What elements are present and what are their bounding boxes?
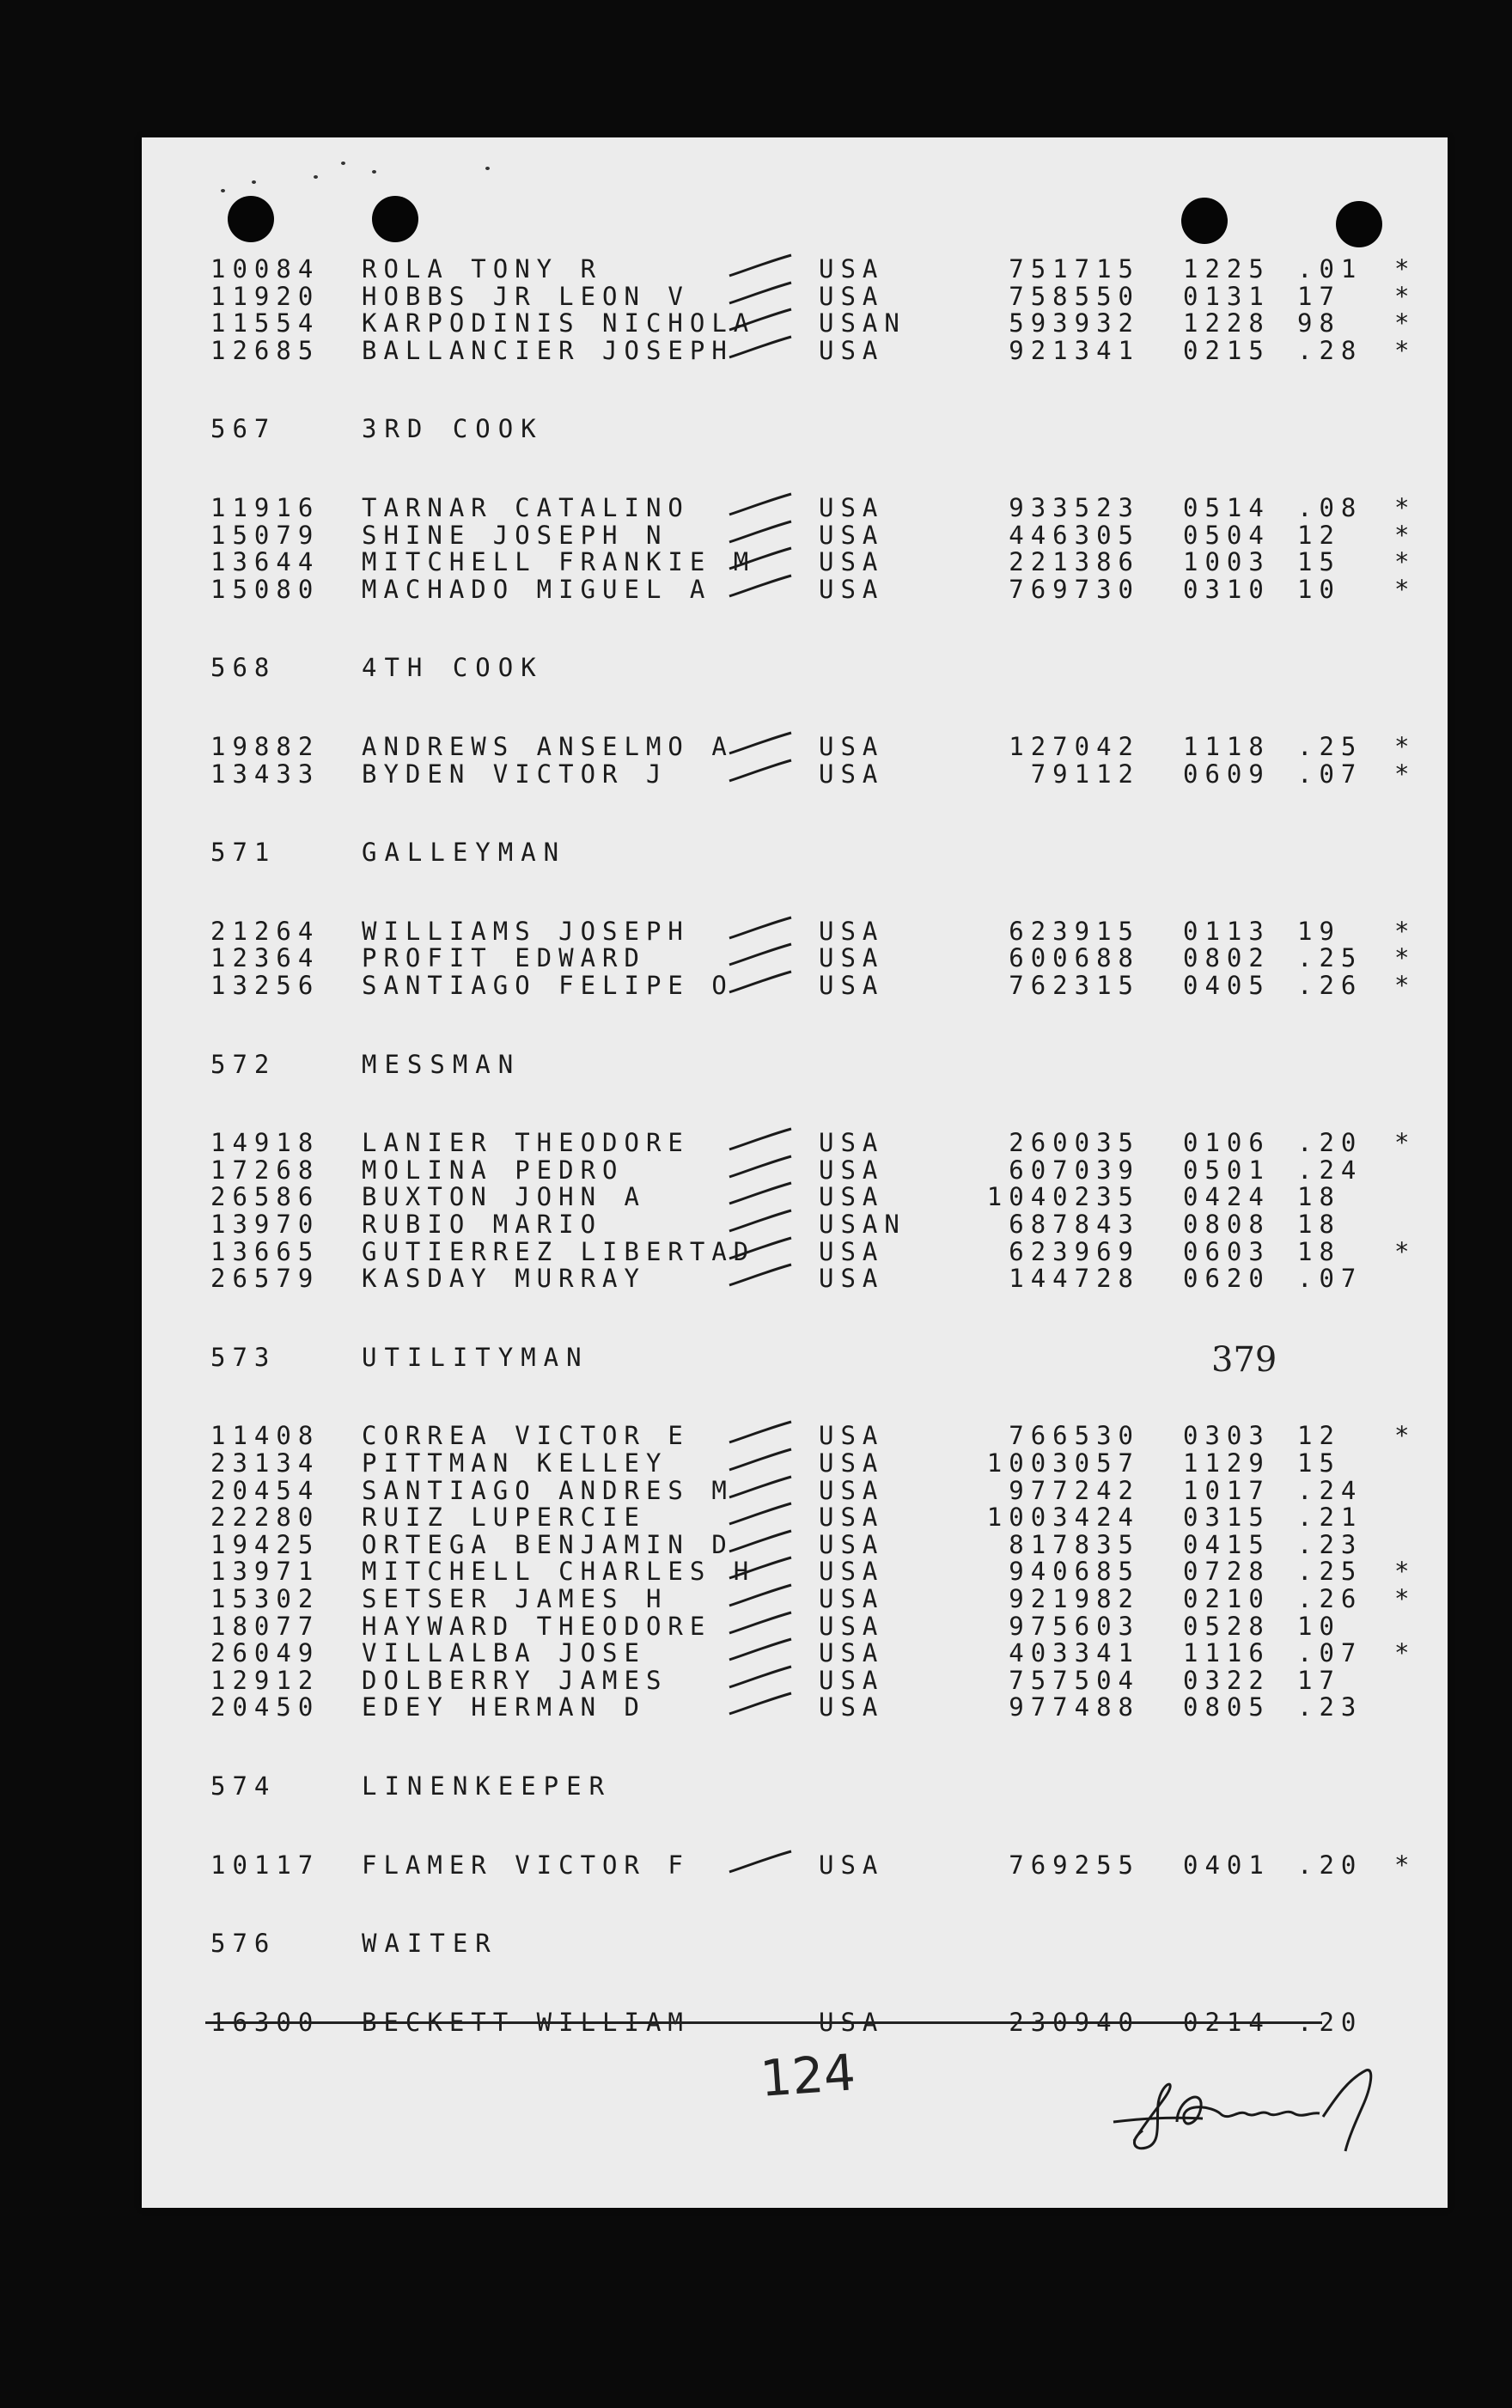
rate-value: .07 — [1297, 1638, 1363, 1668]
crew-id: 19882 — [210, 732, 320, 761]
date-code: 0113 — [1183, 916, 1271, 946]
check-mark-icon — [724, 304, 802, 335]
serial-number: 977488 — [1009, 1692, 1140, 1722]
citizenship: USA — [819, 1264, 885, 1294]
scan-speck — [485, 167, 490, 170]
check-mark-icon — [724, 1151, 802, 1182]
check-mark-icon — [724, 1661, 802, 1692]
citizenship: USA — [819, 1503, 885, 1533]
flag-mark: * — [1394, 1557, 1417, 1587]
flag-mark: * — [1394, 335, 1417, 365]
crew-name: MITCHELL FRANKIE M — [362, 547, 756, 577]
punch-hole — [372, 196, 418, 242]
serial-number: 79112 — [1030, 759, 1140, 789]
serial-number: 623915 — [1009, 916, 1140, 946]
citizenship: USAN — [819, 1210, 906, 1239]
citizenship: USA — [819, 1421, 885, 1451]
rate-value: .20 — [1297, 1128, 1363, 1158]
serial-number: 221386 — [1009, 547, 1140, 577]
crew-id: 10084 — [210, 254, 320, 283]
serial-number: 687843 — [1009, 1210, 1140, 1239]
check-mark-icon — [724, 1846, 802, 1877]
crew-id: 12685 — [210, 335, 320, 365]
crew-id: 15080 — [210, 574, 320, 604]
rate-value: .08 — [1297, 493, 1363, 522]
handwritten-number: 124 — [758, 2043, 857, 2108]
rate-value: .25 — [1297, 943, 1363, 973]
flag-mark: * — [1394, 520, 1417, 550]
date-code: 0214 — [1183, 2007, 1271, 2037]
crew-id: 13971 — [210, 1557, 320, 1587]
crew-name: PROFIT EDWARD — [362, 943, 646, 973]
section-code: 571 — [210, 838, 277, 868]
flag-mark: * — [1394, 574, 1417, 604]
scan-speck — [221, 189, 225, 192]
citizenship: USA — [819, 1557, 885, 1587]
date-code: 1225 — [1183, 254, 1271, 283]
serial-number: 766530 — [1009, 1421, 1140, 1451]
check-mark-icon — [724, 1259, 802, 1290]
rate-value: 18 — [1297, 1182, 1341, 1212]
citizenship: USA — [819, 574, 885, 604]
flag-mark: * — [1394, 732, 1417, 761]
crew-name: TARNAR CATALINO — [362, 493, 690, 522]
date-code: 0603 — [1183, 1236, 1271, 1266]
section-title: LINENKEEPER — [362, 1771, 613, 1801]
serial-number: 230940 — [1009, 2007, 1140, 2037]
serial-number: 769255 — [1009, 1850, 1140, 1880]
crew-id: 11920 — [210, 281, 320, 311]
crew-name: MACHADO MIGUEL A — [362, 574, 712, 604]
crew-id: 16300 — [210, 2007, 320, 2037]
serial-number: 593932 — [1009, 308, 1140, 338]
rate-value: .20 — [1297, 2007, 1363, 2037]
citizenship: USA — [819, 1475, 885, 1505]
serial-number: 1003057 — [986, 1448, 1140, 1478]
flag-mark: * — [1394, 308, 1417, 338]
date-code: 0504 — [1183, 520, 1271, 550]
citizenship: USA — [819, 1850, 885, 1880]
crew-name: BYDEN VICTOR J — [362, 759, 668, 789]
flag-mark: * — [1394, 1850, 1417, 1880]
crew-name: DOLBERRY JAMES — [362, 1665, 668, 1695]
crew-id: 15079 — [210, 520, 320, 550]
scan-speck — [252, 180, 256, 184]
date-code: 0620 — [1183, 1264, 1271, 1294]
date-code: 0303 — [1183, 1421, 1271, 1451]
crew-id: 13665 — [210, 1236, 320, 1266]
rate-value: 10 — [1297, 574, 1341, 604]
check-mark-icon — [724, 277, 802, 308]
check-mark-icon — [724, 1580, 802, 1611]
date-code: 0322 — [1183, 1665, 1271, 1695]
date-code: 0514 — [1183, 493, 1271, 522]
date-code: 0808 — [1183, 1210, 1271, 1239]
serial-number: 127042 — [1009, 732, 1140, 761]
section-code: 574 — [210, 1771, 277, 1801]
crew-name: ROLA TONY R — [362, 254, 603, 283]
check-mark-icon — [724, 912, 802, 943]
citizenship: USA — [819, 759, 885, 789]
crew-id: 19425 — [210, 1529, 320, 1559]
date-code: 1129 — [1183, 1448, 1271, 1478]
rate-value: .20 — [1297, 1850, 1363, 1880]
scan-speck — [372, 170, 376, 174]
flag-mark: * — [1394, 1128, 1417, 1158]
date-code: 1228 — [1183, 308, 1271, 338]
date-code: 1116 — [1183, 1638, 1271, 1668]
citizenship: USA — [819, 971, 885, 1000]
date-code: 0210 — [1183, 1584, 1271, 1613]
crew-name: BALLANCIER JOSEPH — [362, 335, 734, 365]
check-mark-icon — [724, 1472, 802, 1503]
rate-value: .07 — [1297, 759, 1363, 789]
serial-number: 921341 — [1009, 335, 1140, 365]
section-code: 576 — [210, 1929, 277, 1959]
serial-number: 1040235 — [986, 1182, 1140, 1212]
date-code: 0315 — [1183, 1503, 1271, 1533]
crew-name: HOBBS JR LEON V — [362, 281, 690, 311]
serial-number: 933523 — [1009, 493, 1140, 522]
serial-number: 1003424 — [986, 1503, 1140, 1533]
rate-value: .26 — [1297, 1584, 1363, 1613]
crew-id: 23134 — [210, 1448, 320, 1478]
citizenship: USA — [819, 1611, 885, 1641]
rate-value: 18 — [1297, 1210, 1341, 1239]
crew-name: RUBIO MARIO — [362, 1210, 603, 1239]
crew-name: MOLINA PEDRO — [362, 1155, 625, 1185]
flag-mark: * — [1394, 943, 1417, 973]
check-mark-icon — [724, 1205, 802, 1236]
citizenship: USA — [819, 493, 885, 522]
date-code: 0405 — [1183, 971, 1271, 1000]
citizenship: USA — [819, 281, 885, 311]
date-code: 0802 — [1183, 943, 1271, 973]
rate-value: .24 — [1297, 1475, 1363, 1505]
section-title: GALLEYMAN — [362, 838, 567, 868]
signature-image — [1108, 2062, 1392, 2156]
check-mark-icon — [724, 1552, 802, 1583]
rate-value: 17 — [1297, 281, 1341, 311]
check-mark-icon — [724, 570, 802, 601]
check-mark-icon — [724, 728, 802, 759]
crew-id: 20450 — [210, 1692, 320, 1722]
crew-name: ANDREWS ANSELMO A — [362, 732, 734, 761]
crew-id: 15302 — [210, 1584, 320, 1613]
date-code: 0415 — [1183, 1529, 1271, 1559]
date-code: 1003 — [1183, 547, 1271, 577]
rate-value: 15 — [1297, 547, 1341, 577]
serial-number: 446305 — [1009, 520, 1140, 550]
date-code: 0501 — [1183, 1155, 1271, 1185]
citizenship: USA — [819, 2007, 885, 2037]
flag-mark: * — [1394, 916, 1417, 946]
crew-name: LANIER THEODORE — [362, 1128, 690, 1158]
flag-mark: * — [1394, 1421, 1417, 1451]
date-code: 0215 — [1183, 335, 1271, 365]
crew-name: KASDAY MURRAY — [362, 1264, 646, 1294]
rate-value: 15 — [1297, 1448, 1341, 1478]
citizenship: USA — [819, 1584, 885, 1613]
citizenship: USA — [819, 547, 885, 577]
punch-hole — [1181, 198, 1228, 244]
citizenship: USA — [819, 1448, 885, 1478]
citizenship: USA — [819, 943, 885, 973]
check-mark-icon — [724, 1444, 802, 1475]
date-code: 1118 — [1183, 732, 1271, 761]
crew-name: SHINE JOSEPH N — [362, 520, 668, 550]
crew-id: 13433 — [210, 759, 320, 789]
serial-number: 975603 — [1009, 1611, 1140, 1641]
rate-value: .25 — [1297, 1557, 1363, 1587]
section-code: 573 — [210, 1342, 277, 1372]
crew-id: 18077 — [210, 1611, 320, 1641]
date-code: 0310 — [1183, 574, 1271, 604]
crew-id: 26586 — [210, 1182, 320, 1212]
flag-mark: * — [1394, 281, 1417, 311]
section-title: WAITER — [362, 1929, 498, 1959]
rate-value: .24 — [1297, 1155, 1363, 1185]
citizenship: USA — [819, 1638, 885, 1668]
check-mark-icon — [724, 1233, 802, 1264]
crew-id: 26579 — [210, 1264, 320, 1294]
serial-number: 940685 — [1009, 1557, 1140, 1587]
crew-id: 12364 — [210, 943, 320, 973]
crew-name: VILLALBA JOSE — [362, 1638, 646, 1668]
rate-value: .23 — [1297, 1692, 1363, 1722]
check-mark-icon — [724, 1607, 802, 1638]
citizenship: USA — [819, 335, 885, 365]
section-title: 3RD COOK — [362, 414, 544, 444]
citizenship: USA — [819, 520, 885, 550]
check-mark-icon — [724, 332, 802, 363]
crew-id: 26049 — [210, 1638, 320, 1668]
check-mark-icon — [724, 489, 802, 520]
page-number: 379 — [1211, 1340, 1277, 1380]
crew-name: BECKETT WILLIAM — [362, 2007, 690, 2037]
document-page — [142, 137, 1448, 2208]
crew-id: 10117 — [210, 1850, 320, 1880]
rate-value: 10 — [1297, 1611, 1341, 1641]
rate-value: .07 — [1297, 1264, 1363, 1294]
crew-name: GUTIERREZ LIBERTAD — [362, 1236, 756, 1266]
date-code: 0131 — [1183, 281, 1271, 311]
serial-number: 751715 — [1009, 254, 1140, 283]
serial-number: 600688 — [1009, 943, 1140, 973]
check-mark-icon — [724, 1526, 802, 1557]
scan-speck — [341, 162, 345, 165]
crew-name: WILLIAMS JOSEPH — [362, 916, 690, 946]
flag-mark: * — [1394, 1236, 1417, 1266]
rate-value: 17 — [1297, 1665, 1341, 1695]
crew-id: 13256 — [210, 971, 320, 1000]
citizenship: USA — [819, 1529, 885, 1559]
date-code: 0609 — [1183, 759, 1271, 789]
crew-name: FLAMER VICTOR F — [362, 1850, 690, 1880]
crew-name: SANTIAGO FELIPE O — [362, 971, 734, 1000]
crew-name: SETSER JAMES H — [362, 1584, 668, 1613]
flag-mark: * — [1394, 254, 1417, 283]
crew-name: EDEY HERMAN D — [362, 1692, 646, 1722]
citizenship: USA — [819, 1182, 885, 1212]
crew-id: 20454 — [210, 1475, 320, 1505]
section-code: 572 — [210, 1049, 277, 1079]
date-code: 0401 — [1183, 1850, 1271, 1880]
rate-value: .01 — [1297, 254, 1363, 283]
date-code: 0528 — [1183, 1611, 1271, 1641]
section-title: 4TH COOK — [362, 653, 544, 683]
check-mark-icon — [724, 1178, 802, 1209]
check-mark-icon — [724, 755, 802, 786]
check-mark-icon — [724, 1498, 802, 1529]
section-title: UTILITYMAN — [362, 1342, 589, 1372]
crew-name: HAYWARD THEODORE — [362, 1611, 712, 1641]
rate-value: .21 — [1297, 1503, 1363, 1533]
crew-name: ORTEGA BENJAMIN D — [362, 1529, 734, 1559]
rate-value: .28 — [1297, 335, 1363, 365]
crew-name: SANTIAGO ANDRES M — [362, 1475, 734, 1505]
crew-name: BUXTON JOHN A — [362, 1182, 646, 1212]
citizenship: USA — [819, 916, 885, 946]
date-code: 0805 — [1183, 1692, 1271, 1722]
citizenship: USA — [819, 1692, 885, 1722]
citizenship: USA — [819, 1128, 885, 1158]
citizenship: USA — [819, 1236, 885, 1266]
flag-mark: * — [1394, 1638, 1417, 1668]
rate-value: 98 — [1297, 308, 1341, 338]
flag-mark: * — [1394, 493, 1417, 522]
check-mark-icon — [724, 516, 802, 547]
crew-id: 14918 — [210, 1128, 320, 1158]
flag-mark: * — [1394, 547, 1417, 577]
rate-value: .23 — [1297, 1529, 1363, 1559]
rate-value: .26 — [1297, 971, 1363, 1000]
serial-number: 144728 — [1009, 1264, 1140, 1294]
serial-number: 758550 — [1009, 281, 1140, 311]
crew-id: 12912 — [210, 1665, 320, 1695]
citizenship: USA — [819, 732, 885, 761]
rate-value: 12 — [1297, 1421, 1341, 1451]
citizenship: USA — [819, 254, 885, 283]
rate-value: 18 — [1297, 1236, 1341, 1266]
crew-name: RUIZ LUPERCIE — [362, 1503, 646, 1533]
crew-name: CORREA VICTOR E — [362, 1421, 690, 1451]
serial-number: 921982 — [1009, 1584, 1140, 1613]
crew-id: 17268 — [210, 1155, 320, 1185]
punch-hole — [228, 196, 274, 242]
crew-id: 13644 — [210, 547, 320, 577]
crew-id: 13970 — [210, 1210, 320, 1239]
check-mark-icon — [724, 543, 802, 574]
citizenship: USA — [819, 1665, 885, 1695]
serial-number: 977242 — [1009, 1475, 1140, 1505]
flag-mark: * — [1394, 1584, 1417, 1613]
crew-name: MITCHELL CHARLES H — [362, 1557, 756, 1587]
section-code: 568 — [210, 653, 277, 683]
crew-name: KARPODINIS NICHOLA — [362, 308, 756, 338]
serial-number: 623969 — [1009, 1236, 1140, 1266]
date-code: 1017 — [1183, 1475, 1271, 1505]
flag-mark: * — [1394, 971, 1417, 1000]
scan-speck — [314, 175, 318, 179]
date-code: 0106 — [1183, 1128, 1271, 1158]
section-title: MESSMAN — [362, 1049, 521, 1079]
section-code: 567 — [210, 414, 277, 444]
check-mark-icon — [724, 1124, 802, 1155]
citizenship: USAN — [819, 308, 906, 338]
crew-name: PITTMAN KELLEY — [362, 1448, 668, 1478]
check-mark-icon — [724, 1417, 802, 1448]
punch-hole — [1336, 201, 1382, 247]
check-mark-icon — [724, 1688, 802, 1719]
rate-value: 12 — [1297, 520, 1341, 550]
crew-id: 11408 — [210, 1421, 320, 1451]
serial-number: 607039 — [1009, 1155, 1140, 1185]
rate-value: 19 — [1297, 916, 1341, 946]
serial-number: 769730 — [1009, 574, 1140, 604]
serial-number: 762315 — [1009, 971, 1140, 1000]
date-code: 0424 — [1183, 1182, 1271, 1212]
crew-id: 11916 — [210, 493, 320, 522]
citizenship: USA — [819, 1155, 885, 1185]
crew-id: 11554 — [210, 308, 320, 338]
serial-number: 757504 — [1009, 1665, 1140, 1695]
flag-mark: * — [1394, 759, 1417, 789]
check-mark-icon — [724, 250, 802, 281]
crew-id: 22280 — [210, 1503, 320, 1533]
serial-number: 403341 — [1009, 1638, 1140, 1668]
check-mark-icon — [724, 966, 802, 997]
check-mark-icon — [724, 1634, 802, 1665]
serial-number: 817835 — [1009, 1529, 1140, 1559]
serial-number: 260035 — [1009, 1128, 1140, 1158]
crew-id: 21264 — [210, 916, 320, 946]
check-mark-icon — [724, 939, 802, 970]
rate-value: .25 — [1297, 732, 1363, 761]
date-code: 0728 — [1183, 1557, 1271, 1587]
